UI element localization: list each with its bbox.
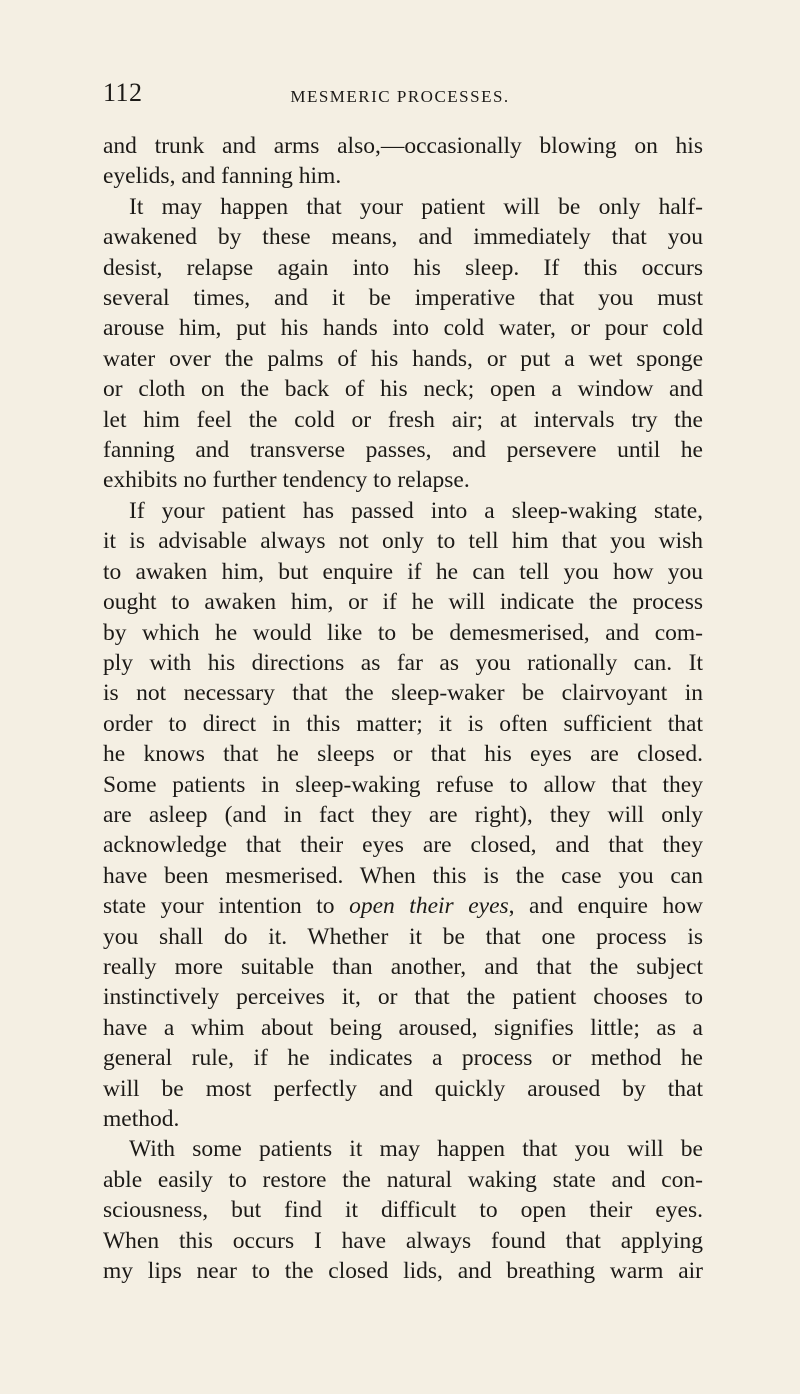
text-line: to awaken him, but enquire if he can tell you how you	[103, 558, 703, 585]
text-line: or cloth on the back of his neck; open a window and	[103, 376, 703, 403]
text-line: he knows that he sleeps or that his eyes are closed.	[103, 741, 703, 768]
text-line: It may happen that your patient will be only half-	[129, 193, 703, 220]
text-line: method.	[103, 1106, 180, 1132]
text-line: are asleep (and in fact they are right), they will only	[103, 801, 703, 828]
text-line: my lips near to the closed lids, and breathing warm air	[103, 1258, 703, 1285]
text-line: sciousness, but find it difficult to open their eyes.	[103, 1197, 703, 1224]
text-line: exhibits no further tendency to relapse.	[103, 467, 470, 494]
text-line: desist, relapse again into his sleep. If this occurs	[103, 254, 703, 281]
text-line: let him feel the cold or fresh air; at intervals try the	[103, 406, 703, 433]
text-line: is not necessary that the sleep-waker be clairvoyant in	[103, 680, 703, 707]
text-line: ought to awaken him, or if he will indicate the process	[103, 589, 703, 616]
text-line: several times, and it be imperative that you must	[103, 285, 703, 312]
text-line: water over the palms of his hands, or put a wet sponge	[103, 345, 703, 372]
text-line: When this occurs I have always found that applying	[103, 1227, 703, 1254]
text-line: general rule, if he indicates a process or method he	[103, 1045, 703, 1072]
paragraph	[103, 1134, 703, 1286]
text-line: With some patients it may happen that you will be	[129, 1136, 703, 1163]
text-line: by which he would like to be demesmerised, and com-	[103, 619, 703, 646]
text-line: it is advisable always not only to tell him that you wish	[103, 528, 703, 555]
text-line: you shall do it. Whether it be that one process is	[103, 923, 703, 950]
text-line: Some patients in sleep-waking refuse to allow that they	[103, 771, 703, 798]
text-line: order to direct in this matter; it is often sufficient that	[103, 710, 703, 737]
running-title: MESMERIC PROCESSES.	[290, 87, 510, 106]
text-line: awakened by these means, and immediately that you	[103, 224, 703, 251]
text-line: state your intention to open their eyes, and enquire how	[103, 893, 703, 920]
text-line: will be most perfectly and quickly aroused by that	[103, 1075, 703, 1102]
text-line: ply with his directions as far as you rationally can. It	[103, 649, 703, 676]
text-line: eyelids, and fanning him.	[103, 163, 342, 190]
body-text	[103, 131, 703, 1286]
paragraph	[103, 192, 703, 496]
text-line: acknowledge that their eyes are closed, and that they	[103, 832, 703, 859]
text-line: and trunk and arms also,—occasionally blowing on his	[103, 133, 703, 159]
text-line: have a whim about being aroused, signifies little; as a	[103, 1014, 703, 1041]
text-line: If your patient has passed into a sleep-waking state,	[129, 497, 703, 524]
page-number: 112	[103, 78, 143, 107]
paragraph	[103, 131, 703, 192]
text-line: fanning and transverse passes, and persevere until he	[103, 437, 703, 464]
text-line: really more suitable than another, and that the subject	[103, 953, 703, 980]
paragraph	[103, 496, 703, 1135]
text-line: have been mesmerised. When this is the case you can	[103, 862, 703, 889]
text-line: able easily to restore the natural waking state and con-	[103, 1166, 703, 1193]
text-line: arouse him, put his hands into cold water, or pour cold	[103, 315, 703, 342]
text-line: instinctively perceives it, or that the patient chooses to	[103, 984, 703, 1011]
